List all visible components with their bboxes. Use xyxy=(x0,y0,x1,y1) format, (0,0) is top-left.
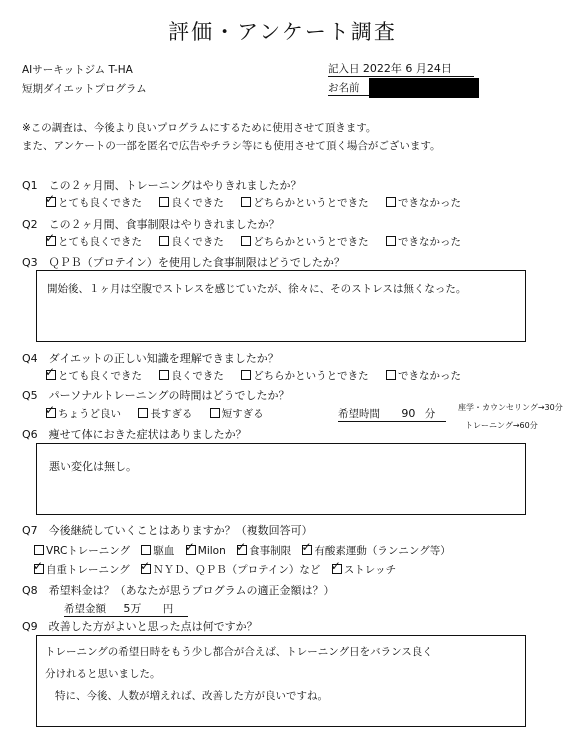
q2-number: Q2 xyxy=(22,218,38,231)
desired-time-field[interactable] xyxy=(338,406,446,422)
fee-unit: 円 xyxy=(162,603,174,615)
q5-option-2[interactable] xyxy=(138,408,192,420)
q8-number: Q8 xyxy=(22,584,38,597)
q4-number: Q4 xyxy=(22,352,38,365)
checkbox-icon xyxy=(46,370,56,380)
q9-number: Q9 xyxy=(22,620,38,633)
checkbox-icon xyxy=(241,236,251,246)
option-label: できなかった xyxy=(398,197,462,209)
option-label: どちらかというとできた xyxy=(253,370,369,382)
q7-options-row-1 xyxy=(34,543,451,558)
q1-option-1[interactable] xyxy=(46,197,142,209)
q3-number: Q3 xyxy=(22,256,38,269)
q9-text: 改善した方がよいと思った点は何ですか？ xyxy=(48,620,258,633)
q2-options xyxy=(46,234,461,249)
option-label: 長すぎる xyxy=(150,408,193,420)
q4-question xyxy=(22,350,279,366)
checkbox-icon xyxy=(141,545,151,555)
q3-answer-box[interactable] xyxy=(36,270,526,342)
checkbox-icon xyxy=(34,564,44,574)
q5-option-3[interactable] xyxy=(210,408,264,420)
date-label: 記入日 xyxy=(328,63,360,75)
fee-label: 希望金額 xyxy=(64,603,106,615)
intro-line-1: ※この調査は、今後より良いプログラムにするために使用させて頂きます。 xyxy=(22,122,377,134)
q7-text: 今後継続していくことはありますか？（複数回答可） xyxy=(48,524,313,537)
checkbox-icon xyxy=(237,545,247,555)
q7-option-kuketsu[interactable] xyxy=(141,545,174,557)
option-label: 自重トレーニング xyxy=(46,564,130,576)
option-label: ストレッチ xyxy=(343,564,397,576)
checkbox-icon xyxy=(159,197,169,207)
q8-text: 希望料金は？（あなたが思うプログラムの適正金額は？） xyxy=(48,584,335,597)
desired-time-value: 90 xyxy=(401,407,416,420)
checkbox-icon xyxy=(46,197,56,207)
q6-number: Q6 xyxy=(22,428,38,441)
option-label: 良くできた xyxy=(171,197,224,209)
q7-option-stretch[interactable] xyxy=(332,564,396,576)
option-label: できなかった xyxy=(398,370,462,382)
q1-option-2[interactable] xyxy=(159,197,224,209)
option-label: 有酸素運動（ランニング等） xyxy=(314,545,451,557)
option-label: どちらかというとできた xyxy=(253,197,369,209)
option-label: ＮＹＤ、ＱＰＢ（プロテイン）など xyxy=(153,564,321,576)
name-label: お名前 xyxy=(328,82,360,94)
date-value: 2022年 6 月24日 xyxy=(362,62,452,75)
q7-question xyxy=(22,522,313,538)
q5-text: パーソナルトレーニングの時間はどうでしたか？ xyxy=(48,389,290,402)
checkbox-icon xyxy=(386,236,396,246)
option-label: できなかった xyxy=(398,236,462,248)
checkbox-icon xyxy=(241,370,251,380)
q7-option-milon[interactable] xyxy=(186,545,226,557)
q9-answer-box[interactable] xyxy=(36,635,526,727)
fee-field[interactable] xyxy=(64,600,188,617)
q2-option-4[interactable] xyxy=(386,236,461,248)
checkbox-icon xyxy=(138,408,148,418)
option-label: 良くできた xyxy=(171,370,224,382)
q5-options xyxy=(46,406,264,421)
q7-option-diet[interactable] xyxy=(237,545,291,557)
checkbox-icon xyxy=(386,197,396,207)
date-field[interactable] xyxy=(328,60,474,77)
q4-option-2[interactable] xyxy=(159,370,224,382)
desired-time-unit: 分 xyxy=(424,408,436,420)
checkbox-icon xyxy=(46,408,56,418)
checkbox-icon xyxy=(332,564,342,574)
option-label: Milon xyxy=(197,545,226,557)
q2-question xyxy=(22,216,280,232)
q9-answer-line-1: トレーニングの希望日時をもう少し都合が合えば、トレーニング日をバランス良く xyxy=(45,646,433,658)
checkbox-icon xyxy=(141,564,151,574)
option-label: VRCトレーニング xyxy=(46,545,131,557)
q3-question xyxy=(22,254,345,270)
q2-option-3[interactable] xyxy=(241,236,369,248)
q7-option-vrc[interactable] xyxy=(34,545,130,557)
checkbox-icon xyxy=(186,545,196,555)
q4-option-1[interactable] xyxy=(46,370,142,382)
q7-options-row-2 xyxy=(34,562,396,577)
q7-option-nyd-qpb[interactable] xyxy=(141,564,320,576)
checkbox-icon xyxy=(386,370,396,380)
page-title: 評価・アンケート調査 xyxy=(168,20,397,44)
q2-text: この２ヶ月間、食事制限はやりきれましたか？ xyxy=(48,218,280,231)
q4-option-3[interactable] xyxy=(241,370,369,382)
org-name: AIサーキットジム T-HA xyxy=(22,64,133,76)
q4-options xyxy=(46,368,461,383)
q6-answer-box[interactable] xyxy=(36,443,526,515)
q1-question xyxy=(22,177,301,193)
q5-note-1: 座学・カウンセリング→30分 xyxy=(458,403,563,412)
q6-answer: 悪い変化は無し。 xyxy=(49,460,137,473)
q3-answer: 開始後、１ヶ月は空腹でストレスを感じていたが、徐々に、そのストレスは無くなった。 xyxy=(47,283,467,295)
q2-option-1[interactable] xyxy=(46,236,142,248)
option-label: 短すぎる xyxy=(221,408,264,420)
q7-option-cardio[interactable] xyxy=(302,545,450,557)
q5-question xyxy=(22,387,289,403)
program-name: 短期ダイエットプログラム xyxy=(22,83,147,95)
q1-option-4[interactable] xyxy=(386,197,461,209)
q1-option-3[interactable] xyxy=(241,197,369,209)
intro-line-2: また、アンケートの一部を匿名で広告やチラシ等にも使用させて頂く場合がございます。 xyxy=(22,140,441,152)
q4-option-4[interactable] xyxy=(386,370,461,382)
option-label: 良くできた xyxy=(171,236,224,248)
redacted-name xyxy=(369,78,479,98)
q6-question xyxy=(22,426,247,442)
option-label: とても良くできた xyxy=(58,236,142,248)
q7-number: Q7 xyxy=(22,524,38,537)
checkbox-icon xyxy=(210,408,220,418)
q2-option-2[interactable] xyxy=(159,236,224,248)
option-label: とても良くできた xyxy=(58,370,142,382)
checkbox-icon xyxy=(46,236,56,246)
checkbox-icon xyxy=(34,545,44,555)
q7-option-bodyweight[interactable] xyxy=(34,564,130,576)
q9-answer-line-3: 特に、今後、人数が増えれば、改善した方が良いですね。 xyxy=(55,690,328,702)
option-label: 食事制限 xyxy=(249,545,292,557)
checkbox-icon xyxy=(302,545,312,555)
q9-question xyxy=(22,618,258,634)
fee-value: 5万 xyxy=(123,602,142,615)
option-label: とても良くできた xyxy=(58,197,142,209)
q1-number: Q1 xyxy=(22,179,38,192)
q1-text: この２ヶ月間、トレーニングはやりきれましたか？ xyxy=(48,179,302,192)
checkbox-icon xyxy=(159,370,169,380)
q8-question xyxy=(22,582,335,598)
q5-note-2: トレーニング→60分 xyxy=(465,421,538,430)
q4-text: ダイエットの正しい知識を理解できましたか？ xyxy=(48,352,279,365)
checkbox-icon xyxy=(159,236,169,246)
q5-number: Q5 xyxy=(22,389,38,402)
checkbox-icon xyxy=(241,197,251,207)
q3-text: ＱＰＢ（プロテイン）を使用した食事制限はどうでしたか？ xyxy=(48,256,345,269)
option-label: どちらかというとできた xyxy=(253,236,369,248)
option-label: ちょうど良い xyxy=(58,408,121,420)
desired-time-label: 希望時間 xyxy=(338,408,380,420)
option-label: 駆血 xyxy=(153,545,175,557)
q9-answer-line-2: 分けれると思いました。 xyxy=(45,668,161,680)
q6-text: 痩せて体におきた症状はありましたか？ xyxy=(48,428,247,441)
q1-options xyxy=(46,195,461,210)
q5-option-1[interactable] xyxy=(46,408,121,420)
